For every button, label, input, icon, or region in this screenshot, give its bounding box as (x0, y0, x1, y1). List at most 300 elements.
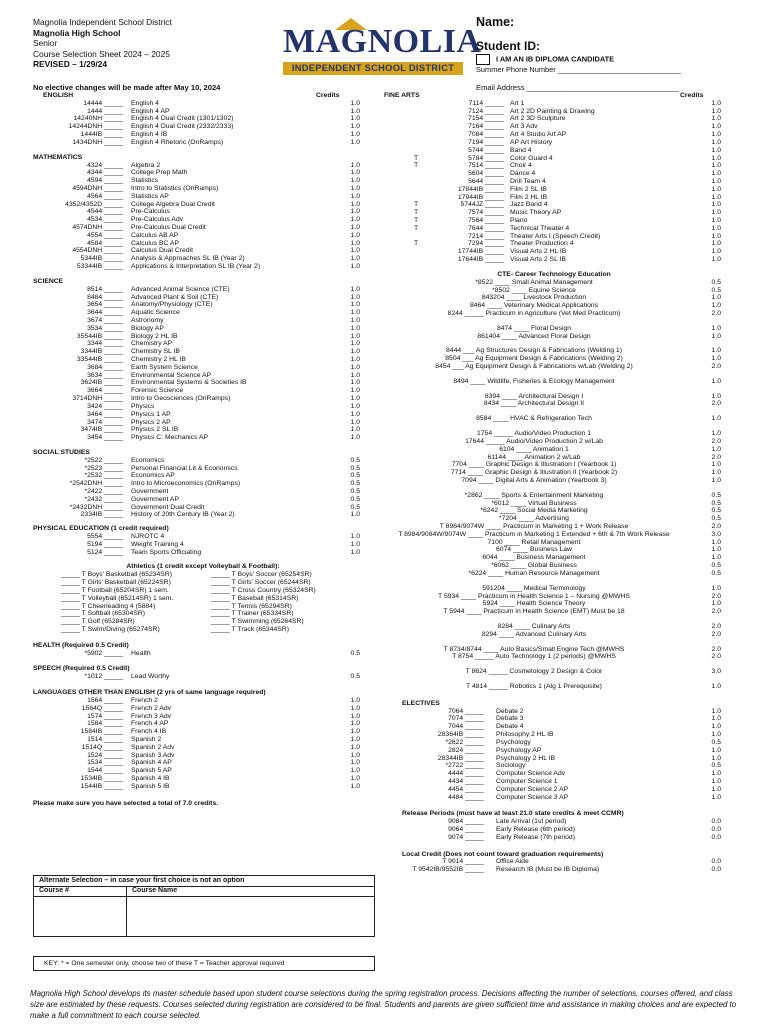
course-row[interactable] (384, 531, 724, 539)
course-number[interactable]: 4324 _____ (87, 161, 123, 169)
course-entry[interactable]: T 8754 _____ Auto Technology 1 (2 periods) @MWHS (452, 653, 616, 661)
athletics-option[interactable]: _____ T Volleyball (65214SR) 1 sem. (61, 594, 174, 602)
course-row[interactable] (384, 653, 724, 661)
course-row[interactable] (384, 256, 724, 264)
course-number[interactable]: 4344 _____ (87, 169, 123, 177)
course-row[interactable] (384, 209, 724, 217)
course-row[interactable] (33, 208, 373, 216)
course-number[interactable]: 1564 _____ (87, 696, 123, 704)
email-field[interactable]: Email Address ____________________________________ (476, 83, 679, 92)
course-row[interactable] (384, 318, 724, 325)
course-row[interactable] (384, 723, 724, 731)
course-entry[interactable]: *8522 ____ Small Animal Management (475, 278, 593, 286)
course-entry[interactable]: 8474 ____ Floral Design (496, 324, 572, 332)
course-number[interactable]: 3474IB _____ (80, 426, 123, 434)
course-number[interactable]: 1534 _____ (87, 759, 123, 767)
athletics-option[interactable]: _____ T Boys' Soccer (65254SR) (211, 571, 312, 579)
course-row[interactable] (384, 393, 724, 401)
course-row[interactable] (384, 371, 724, 378)
course-number[interactable]: 35544IB _____ (76, 332, 123, 340)
course-row[interactable] (33, 340, 373, 348)
course-row[interactable] (33, 379, 373, 387)
course-number[interactable]: 7644 _____ (468, 224, 504, 232)
course-row[interactable] (33, 426, 373, 434)
course-entry[interactable]: 17644 _____ Audio/Video Production 2 w/Lab (465, 437, 603, 445)
course-row[interactable] (384, 639, 724, 646)
course-number[interactable]: 4564 _____ (87, 192, 123, 200)
course-row[interactable] (384, 562, 724, 570)
course-row[interactable] (33, 504, 373, 512)
course-entry[interactable]: 6104 ____ Animation 1 (499, 445, 569, 453)
course-entry[interactable]: T 5944 ____ Practicum in Health Science (EMT) Must be 18 (443, 608, 625, 616)
course-row[interactable] (33, 387, 373, 395)
course-row[interactable] (384, 347, 724, 355)
course-row[interactable] (384, 485, 724, 492)
course-number[interactable]: 4574DNH _____ (72, 224, 123, 231)
course-entry[interactable]: 8454 ___ Ag Equipment Design & Fabrications w/Lab (Welding 2) (435, 363, 633, 370)
course-number[interactable]: 1584IB _____ (80, 728, 123, 736)
course-number[interactable]: 7214 _____ (468, 232, 504, 240)
course-row[interactable] (33, 263, 373, 271)
course-row[interactable] (384, 492, 724, 500)
course-number[interactable]: 5644 _____ (468, 177, 504, 185)
course-number[interactable]: 7564 _____ (468, 217, 504, 224)
course-row[interactable] (33, 549, 373, 557)
course-number[interactable]: *2532 _____ (84, 472, 123, 480)
course-entry[interactable]: 843204 ____ Livestock Production (481, 294, 587, 302)
course-entry[interactable]: 8504 ___ Ag Equipment Design & Fabrications (Welding 2) (445, 355, 623, 363)
course-row[interactable] (384, 578, 724, 585)
course-row[interactable] (384, 515, 724, 523)
course-number[interactable]: 9084 _____ (448, 818, 484, 826)
course-entry[interactable]: 8394 ____ Architectural Design I (484, 392, 584, 400)
course-row[interactable] (384, 400, 724, 408)
course-row[interactable] (33, 465, 373, 473)
course-row[interactable] (384, 340, 724, 347)
course-row[interactable] (33, 294, 373, 302)
course-row[interactable] (384, 178, 724, 186)
course-entry[interactable]: *7204 ____ Advertising (499, 515, 569, 523)
course-row[interactable] (384, 866, 724, 874)
course-number[interactable]: 2334IB _____ (80, 511, 123, 519)
course-number[interactable]: 9074 _____ (448, 833, 484, 841)
course-row[interactable] (33, 286, 373, 294)
course-number[interactable]: 7124 _____ (468, 107, 504, 115)
course-row[interactable] (33, 162, 373, 170)
course-number[interactable]: 7574 _____ (468, 209, 504, 217)
course-number[interactable]: 8484 _____ (87, 293, 123, 301)
course-number[interactable]: 33544IB _____ (76, 356, 123, 363)
course-row[interactable] (384, 423, 724, 430)
course-number[interactable]: 4584 _____ (87, 239, 123, 247)
course-row[interactable] (384, 415, 724, 423)
course-row[interactable] (384, 739, 724, 747)
course-number[interactable]: 9064 _____ (448, 826, 484, 833)
course-row[interactable] (33, 697, 373, 705)
course-row[interactable] (384, 507, 724, 515)
course-row[interactable] (33, 533, 373, 541)
course-number[interactable]: 3474 _____ (87, 418, 123, 426)
course-number[interactable]: 4484 _____ (448, 793, 484, 801)
course-row[interactable] (384, 546, 724, 554)
course-entry[interactable]: 591204 ____ Medical Terminology (482, 584, 586, 592)
course-entry[interactable]: 8284 ____ Culinary Arts (497, 622, 571, 630)
course-number[interactable]: 3454 _____ (87, 434, 123, 442)
course-row[interactable] (384, 834, 724, 842)
course-number[interactable]: 1584 _____ (87, 720, 123, 728)
course-number[interactable]: 1514Q _____ (81, 743, 123, 751)
course-row[interactable] (33, 496, 373, 504)
course-number[interactable]: 17644IB _____ (457, 256, 504, 264)
course-number[interactable]: 1524 _____ (87, 751, 123, 759)
course-row[interactable] (384, 147, 724, 155)
course-row[interactable] (384, 676, 724, 683)
course-row[interactable] (33, 434, 373, 442)
course-row[interactable] (33, 713, 373, 721)
course-entry[interactable]: *2862 ____ Sports & Entertainment Marketing (464, 491, 604, 499)
course-number[interactable]: T 9014 _____ (442, 858, 484, 866)
course-row[interactable] (384, 683, 724, 691)
course-number[interactable]: 4594 _____ (87, 177, 123, 185)
course-row[interactable] (384, 139, 724, 147)
athletics-option[interactable]: _____ T Softball (65304SR) (61, 610, 146, 618)
course-row[interactable] (384, 715, 724, 723)
course-number[interactable]: 28344IB _____ (437, 754, 484, 762)
course-row[interactable] (384, 325, 724, 333)
athletics-option[interactable]: _____ T Football (65204SR) 1 sem. (61, 586, 169, 594)
course-row[interactable] (384, 438, 724, 446)
course-number[interactable]: 7154 _____ (468, 115, 504, 123)
course-number[interactable]: 3684 _____ (87, 363, 123, 371)
course-row[interactable] (33, 139, 373, 147)
course-number[interactable]: 5784 _____ (468, 154, 504, 162)
course-number[interactable]: T 9542IB/9552IB _____ (412, 866, 484, 874)
course-row[interactable] (384, 233, 724, 241)
course-row[interactable] (33, 403, 373, 411)
course-row[interactable] (384, 201, 724, 209)
course-number[interactable]: 3424 _____ (87, 402, 123, 410)
course-entry[interactable]: 8494 ____ Wildlife, Fisheries & Ecology Management (453, 377, 615, 385)
course-row[interactable] (33, 309, 373, 317)
course-row[interactable] (33, 301, 373, 309)
course-number[interactable]: 3644 _____ (87, 309, 123, 317)
course-entry[interactable]: T 4814 _____ Robotics 1 (Alg 1 Prerequisite) (466, 683, 602, 690)
course-row[interactable] (384, 570, 724, 578)
course-row[interactable] (384, 539, 724, 547)
course-number[interactable]: 5124 _____ (87, 548, 123, 556)
course-number[interactable]: 1514 _____ (87, 735, 123, 743)
course-row[interactable] (33, 255, 373, 263)
course-number[interactable]: 1544 _____ (87, 767, 123, 775)
course-row[interactable] (384, 186, 724, 194)
course-row[interactable] (384, 747, 724, 755)
course-row[interactable] (384, 386, 724, 393)
course-row[interactable] (33, 224, 373, 232)
course-row[interactable] (384, 108, 724, 116)
course-row[interactable] (384, 786, 724, 794)
course-row[interactable] (384, 608, 724, 616)
course-row[interactable] (33, 775, 373, 783)
course-number[interactable]: 17944IB _____ (457, 193, 504, 201)
course-number[interactable]: 7074 _____ (448, 715, 484, 723)
phone-field[interactable]: Summer Phone Number ______________________________ (476, 65, 682, 74)
course-number[interactable]: 14244DNH _____ (68, 123, 123, 131)
course-number[interactable]: 8514 _____ (87, 285, 123, 293)
course-row[interactable] (384, 363, 724, 371)
athletics-option[interactable]: _____ T Cheerleading 4 (5884) (61, 602, 156, 610)
course-row[interactable] (384, 287, 724, 295)
course-row[interactable] (33, 201, 373, 209)
course-row[interactable] (33, 705, 373, 713)
course-row[interactable] (384, 333, 724, 341)
course-row[interactable] (384, 708, 724, 716)
course-entry[interactable]: 6044 ____ Business Management (482, 554, 586, 562)
course-row[interactable] (384, 818, 724, 826)
course-entry[interactable]: 1754 _____ Audio/Video Production 1 (476, 430, 591, 438)
course-entry[interactable]: 61144 ____ Animation 2 w/Lab (487, 453, 581, 461)
course-row[interactable] (33, 100, 373, 108)
course-row[interactable] (384, 240, 724, 248)
course-number[interactable]: 3344IB _____ (80, 348, 123, 356)
course-row[interactable] (384, 668, 724, 676)
course-entry[interactable]: T 8734/8744 ____ Auto Basics/Small Engine Tech @MWHS (443, 645, 625, 653)
course-number[interactable]: 7514 _____ (468, 162, 504, 170)
course-row[interactable] (33, 356, 373, 364)
course-number[interactable]: 3344 _____ (87, 340, 123, 348)
course-row[interactable] (33, 169, 373, 177)
course-row[interactable] (384, 600, 724, 608)
course-entry[interactable]: 8584 ____ HVAC & Refrigeration Tech (476, 415, 592, 423)
course-row[interactable] (384, 755, 724, 763)
course-number[interactable]: 2824 _____ (448, 746, 484, 754)
course-entry[interactable]: T 5934 ____ Practicum in Health Science 1 – Nursing @MWHS (438, 592, 630, 600)
course-row[interactable] (384, 408, 724, 415)
course-row[interactable] (33, 472, 373, 480)
course-number[interactable]: 3664 _____ (87, 387, 123, 395)
course-entry[interactable]: 8444 ___ Ag Structures Design & Fabrications (Welding 1) (446, 347, 622, 355)
course-number[interactable]: 5604 _____ (468, 170, 504, 178)
course-number[interactable]: 7064 _____ (448, 707, 484, 715)
course-number[interactable]: 3534 _____ (87, 324, 123, 332)
course-number[interactable]: *2622 _____ (445, 738, 484, 746)
athletics-option[interactable]: _____ T Swim/Diving (65274SR) (61, 626, 160, 633)
course-row[interactable] (384, 279, 724, 287)
course-row[interactable] (33, 333, 373, 341)
course-row[interactable] (33, 752, 373, 760)
course-row[interactable] (33, 395, 373, 403)
course-number[interactable]: 5194 _____ (87, 540, 123, 548)
course-row[interactable] (33, 317, 373, 325)
course-row[interactable] (33, 348, 373, 356)
course-row[interactable] (33, 123, 373, 131)
course-number[interactable]: 1564Q _____ (81, 704, 123, 712)
course-row[interactable] (384, 100, 724, 108)
course-row[interactable] (384, 294, 724, 302)
alternate-course-number-input[interactable] (36, 898, 124, 934)
course-row[interactable] (33, 131, 373, 139)
course-entry[interactable]: 8464 ____ Veterinary Medical Applications (469, 302, 599, 310)
course-row[interactable] (384, 731, 724, 739)
course-row[interactable] (384, 585, 724, 593)
course-row[interactable] (384, 826, 724, 834)
course-number[interactable]: 4534 _____ (87, 216, 123, 224)
course-number[interactable]: 1444 _____ (87, 107, 123, 115)
course-row[interactable] (384, 523, 724, 531)
course-row[interactable] (384, 477, 724, 485)
course-row[interactable] (384, 378, 724, 386)
course-row[interactable] (33, 247, 373, 255)
course-number[interactable]: 5554 _____ (87, 533, 123, 541)
course-row[interactable] (384, 661, 724, 668)
course-entry[interactable]: 7704 ____ Graphic Design & Illustration I (Yearbook 1) (451, 461, 617, 469)
course-entry[interactable]: 8244 _____ Practicum in Agriculture (Vet Med Practicum) (447, 309, 621, 317)
course-number[interactable]: 7164 _____ (468, 123, 504, 131)
course-row[interactable] (384, 762, 724, 770)
course-row[interactable] (384, 593, 724, 601)
course-row[interactable] (33, 728, 373, 736)
course-number[interactable]: 17844IB _____ (457, 185, 504, 193)
course-entry[interactable]: T 8624 _____ Cosmetology 2 Design & Color (465, 668, 603, 676)
course-number[interactable]: 14240NH _____ (73, 115, 123, 123)
course-row[interactable] (384, 115, 724, 123)
course-row[interactable] (384, 646, 724, 654)
course-row[interactable] (33, 650, 373, 658)
course-row[interactable] (384, 355, 724, 363)
course-row[interactable] (33, 372, 373, 380)
course-number[interactable]: 7294 _____ (468, 240, 504, 248)
course-number[interactable]: *1012 _____ (84, 673, 123, 681)
course-entry[interactable]: 6074 ____ Business Law (496, 546, 572, 554)
course-entry[interactable]: *6062 ____ Global Business (491, 562, 577, 570)
athletics-option[interactable]: _____ T Swimming (65264SR) (211, 618, 304, 626)
course-number[interactable]: 1444IB _____ (80, 131, 123, 139)
course-entry[interactable]: T 8984/9084W/9074W ____ Practicum in Marketing 1 Extended + 6th & 7th Work Release (398, 530, 670, 538)
course-number[interactable]: *2422 _____ (84, 488, 123, 495)
athletics-option[interactable]: _____ T Golf (65284SR) (61, 618, 135, 626)
course-row[interactable] (384, 469, 724, 477)
course-row[interactable] (33, 108, 373, 116)
course-row[interactable] (384, 225, 724, 233)
course-number[interactable]: 4594DNH _____ (72, 184, 123, 192)
course-number[interactable]: *2432DNH _____ (69, 503, 123, 511)
course-number[interactable]: 7044 _____ (448, 723, 484, 731)
course-row[interactable] (384, 554, 724, 562)
course-number[interactable]: 4544 _____ (87, 208, 123, 216)
course-row[interactable] (384, 631, 724, 639)
course-number[interactable]: 4554DNH _____ (72, 247, 123, 255)
course-number[interactable]: 1574 _____ (87, 712, 123, 720)
course-row[interactable] (384, 794, 724, 802)
course-number[interactable]: 1434DNH _____ (72, 138, 123, 146)
athletics-option[interactable]: _____ T Track (65344SR) (211, 626, 289, 633)
course-row[interactable] (384, 248, 724, 256)
course-row[interactable] (33, 325, 373, 333)
course-row[interactable] (384, 217, 724, 225)
alternate-course-name-input[interactable] (128, 898, 372, 934)
course-entry[interactable]: 7100 ____ Retail Management (487, 538, 581, 546)
course-row[interactable] (384, 500, 724, 508)
athletics-option[interactable]: _____ T Cross Country (65324SR) (211, 586, 316, 594)
course-number[interactable]: 3464 _____ (87, 410, 123, 418)
athletics-option[interactable]: _____ T Boys' Basketball (65234SR) (61, 571, 172, 579)
course-entry[interactable]: *6224 ____ Human Resource Management (468, 569, 600, 577)
course-row[interactable] (33, 783, 373, 791)
course-number[interactable]: 5744JZ _____ (460, 201, 504, 209)
course-number[interactable]: 3654 _____ (87, 301, 123, 309)
course-row[interactable] (33, 115, 373, 123)
course-number[interactable]: 17744IB _____ (457, 248, 504, 256)
course-row[interactable] (33, 541, 373, 549)
course-number[interactable]: 1534IB _____ (80, 775, 123, 782)
course-number[interactable]: *2542DNH _____ (69, 480, 123, 488)
athletics-option[interactable]: _____ T Trainer (65334SR) (211, 610, 294, 618)
athletics-option[interactable]: _____ T Girls' Basketball (65224SR) (61, 579, 171, 587)
course-row[interactable] (384, 446, 724, 454)
course-number[interactable]: 3674 _____ (87, 316, 123, 324)
course-row[interactable] (33, 193, 373, 201)
course-row[interactable] (384, 170, 724, 178)
course-row[interactable] (33, 673, 373, 681)
course-number[interactable]: 3634 _____ (87, 371, 123, 379)
course-number[interactable]: 1544IB _____ (80, 782, 123, 790)
course-row[interactable] (33, 411, 373, 419)
course-row[interactable] (384, 310, 724, 318)
course-row[interactable] (384, 778, 724, 786)
course-row[interactable] (33, 216, 373, 224)
course-row[interactable] (384, 454, 724, 462)
course-row[interactable] (384, 155, 724, 163)
course-row[interactable] (384, 616, 724, 623)
course-entry[interactable]: 5924 ____ Health Science Theory (482, 600, 586, 608)
course-row[interactable] (384, 123, 724, 131)
course-number[interactable]: 3624IB _____ (80, 379, 123, 387)
course-entry[interactable]: *6012 ____ Virtual Business (491, 499, 577, 507)
course-row[interactable] (33, 457, 373, 465)
course-number[interactable]: 7084 _____ (468, 131, 504, 139)
course-number[interactable]: *5902 _____ (84, 649, 123, 657)
course-row[interactable] (384, 623, 724, 631)
course-row[interactable] (33, 480, 373, 488)
course-row[interactable] (33, 185, 373, 193)
course-number[interactable]: *2432 _____ (84, 495, 123, 503)
course-number[interactable]: 4554 _____ (87, 231, 123, 239)
course-row[interactable] (33, 364, 373, 372)
course-number[interactable]: 7114 _____ (468, 99, 504, 107)
course-row[interactable] (33, 232, 373, 240)
course-row[interactable] (384, 430, 724, 438)
course-entry[interactable]: *6242 ____ Social Media Marketing (480, 507, 588, 515)
course-number[interactable]: 14444 _____ (83, 99, 123, 107)
course-entry[interactable]: 861404 ____ Advanced Floral Design (477, 332, 591, 340)
course-row[interactable] (384, 162, 724, 170)
course-number[interactable]: 5744 _____ (468, 146, 504, 154)
course-row[interactable] (33, 720, 373, 728)
course-entry[interactable]: *8502 ____ Equine Science (492, 286, 576, 294)
course-number[interactable]: 4434 _____ (448, 777, 484, 785)
course-number[interactable]: 53344IB _____ (76, 263, 123, 271)
course-number[interactable]: 5344IB _____ (80, 255, 123, 263)
athletics-option[interactable]: _____ T Tennis (65294SR) (211, 602, 292, 610)
course-entry[interactable]: 8294 ____ Advanced Culinary Arts (481, 630, 587, 638)
course-row[interactable] (384, 194, 724, 202)
course-entry[interactable]: 8434 ____ Architectural Design II (483, 400, 585, 408)
course-entry[interactable]: T 8964/9074W ____ Practicum in Marketing 1 + Work Release (439, 523, 629, 530)
course-row[interactable] (384, 858, 724, 866)
course-number[interactable]: *2523 _____ (84, 464, 123, 472)
course-number[interactable]: 4454 _____ (448, 785, 484, 793)
course-row[interactable] (384, 131, 724, 139)
course-row[interactable] (33, 511, 373, 519)
